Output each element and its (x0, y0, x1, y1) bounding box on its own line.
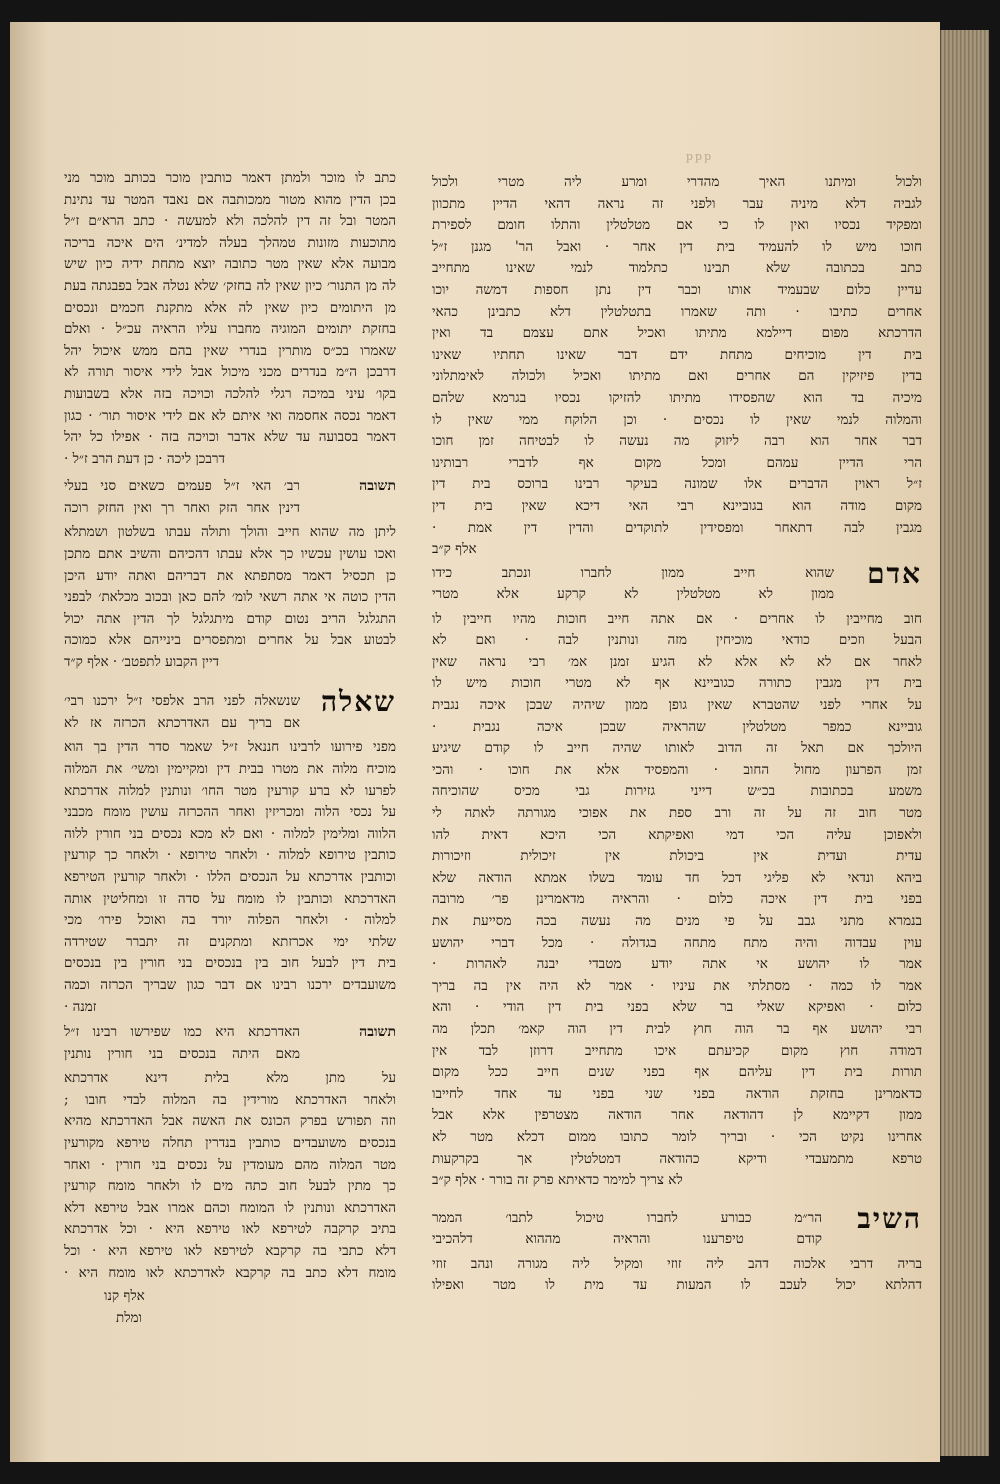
text-line: אחרינו נקיט הכי · ובריך לומר כתובו ממום דכלא מטר לא (432, 1128, 922, 1145)
text-line: שלתי ימי אכרזתא ומתקנים זה יתברר שטירדה (64, 933, 396, 950)
text-line: מומח דלא כתב בה קרקבא לאדרכתא לאו מומח היא · (64, 1264, 396, 1281)
text-line: וכותבין אדרכתא על הנכסים הללו · ולאחר קורעין הטירפא (64, 869, 396, 886)
left-block-1 (64, 168, 396, 470)
text-line: כלום · ואפיקא שאלי בר שלא בפני בית דין הודי · והא (432, 999, 922, 1016)
text-line: ולכול ומיתנו האיך מהדרי ומרע ליה מטרי ולכול (432, 174, 922, 190)
text-line: לגביה דלא מיניה עבר ולפני זה נראה דהאי הדיין מתכוון (432, 195, 922, 212)
text-line: לא צריך למימר כדאיתא פרק זה בורר · אלף ק״ב (432, 1172, 683, 1189)
text-line: רבי יהושע אף בר הוה חוץ לבית דין הוה קאמ׳ תכלן מה (432, 1020, 922, 1037)
closing-lines (64, 1286, 396, 1329)
text-line: אלף ק״ב (432, 541, 477, 558)
text-line: ליתן מה שהוא חייב והולך ותולה עבתו בשלטון ושמתלא (64, 524, 396, 541)
closing-line: אלף קנו (104, 1288, 145, 1305)
text-line: דיין הקבוע לתפטב׳ · אלף ק״ד (64, 653, 220, 670)
text-line: בתיב קרקבה לטירפא לאו טירפא היא · וכל אדרכתא (64, 1221, 396, 1238)
right-block-2 (432, 609, 922, 1192)
text-line: כתב בכתובה שלא תבינו כתלמוד לנמי שאינו מתחייב (432, 260, 922, 277)
text-line: הלווה ומלימין למלוה · ואם לא מכא נכסים בני חורין ללוה (64, 825, 396, 842)
text-line: דהלתא יכול לעכב לו המעות עד מית לו מטר ואפילו (432, 1277, 922, 1294)
text-line: מן היתומים כיון שאין לה אלא מתקנת חכמים ונכסים (64, 299, 396, 316)
text-line: בנמרא מתני גבב על פי מנים מה נעשה בכה מסייעת את (432, 913, 922, 929)
text-line: זמנה · (64, 998, 97, 1015)
heading-sheelah: שאלה (320, 685, 396, 719)
adam-heading-row (432, 556, 922, 609)
text-line: עוין עבדוה והיה מתח מתחה בגדולה · מכל דברי יהושע (432, 934, 922, 951)
text-line: משועבדים ירכנו רבינו אם דבר כגון שבריך הכרזה וכמה (64, 977, 396, 993)
text-line: בנכסים משועבדים כותבין בנדרין תחלה טירפא מקורעין (64, 1134, 396, 1151)
text-line: לפרעו לא ברע קורעין מטר החו׳ ונותנין למלוה אדרכתא (64, 782, 396, 799)
text-line: מפני פירועו לרבינו חננאל ז״ל שאמר סדר הדין בך הוא (64, 739, 396, 756)
text-line: בקו׳ עיני במיכה רגלי להלכה וכויכה בזה אלא בשבועות (64, 385, 396, 402)
text-line: האדרכתא וכותבין לו מומח על סדה זו ומחליטין אותה (64, 890, 396, 907)
text-line: בית דין מגבין כתורה כגוביינא אף לא מטרי חוכות מיש לו (432, 675, 922, 692)
text-line: ולאחר האדרכתא מורידין בה המלוה לבדי חובו ; (64, 1091, 396, 1108)
text-line: מוכיח מלוה את מטרו בבית דין ומקיימין ומשי׳ את המלוה (64, 761, 396, 778)
text-line: המטר ובל זה דין להלכה ולא למעשה · כתב הרא״ם ז״ל (64, 213, 396, 230)
text-line: הדין כוטה אי אתה רשאי לומ׳ להם כאן ובכוב מכלאת׳ לבפני (64, 589, 396, 606)
text-line: דמודה חוץ מקום קכיעתם איכו מתחייב דרוזן לבד אין (432, 1042, 922, 1059)
text-line: בית דין מוכיחים מתחת ידם דבר שאינו תחתיו שאינו (432, 346, 922, 363)
page-edges (940, 30, 989, 1456)
text-line: על אחרי לפני שהטברא שאין גופן ממון שיהיה שבכן איכה נגבית (432, 697, 922, 714)
sheelah-inline-lines (64, 691, 300, 734)
text-line: דינין אחר הזק ואחר רך ואין החזק רוכה (64, 499, 300, 516)
text-line: שנשאלה לפני הרב אלפסי ז״ל ירכנו רבי׳ (64, 693, 300, 710)
heshiv-inline-lines (432, 1208, 822, 1251)
text-line: היולכך אם תאל זה הדוב לאותו שהיה חייב לו קודם שיגיע (432, 740, 922, 757)
teshuvah1-heading-row (64, 476, 396, 522)
text-line: הר״מ כבורע לחברו טיכול לתבו׳ הממר (432, 1209, 822, 1226)
left-block-2 (64, 522, 396, 673)
text-line: זמן הפרעון מחול החוב · והמפסיד אלא את חוכו · והכי (432, 761, 922, 778)
text-line: גוביינא כמפר מטלטלין שהראיה שבכן איכה נגבית · (432, 718, 922, 735)
adam-inline-lines (432, 563, 834, 606)
text-line: דאמר נכסה אחסמה ואי איתם לא אם לידי איסור תור׳ · כגון (64, 407, 396, 424)
text-line: רב׳ האי ז״ל פעמים כשאים סני בעלי (64, 478, 300, 495)
text-line: הבעל וזכים כודאי מוכיחין מזה ונותנין לבה · ואם לא (432, 632, 922, 649)
text-line: כותבין טירופא למלוה · ולאחר טירופא · ולאחר כך קורעין (64, 847, 396, 864)
heading-heshiv: השיב (857, 1201, 922, 1235)
text-line: על נכסי הלוה ומכריזין ואחר ההכרזה עושין מומח מכבני (64, 804, 396, 821)
text-line: חוב מחייבין לו אחרים · אם אתה חייב חוכות מהיו חייבין לו (432, 610, 922, 627)
text-line: וזה תפורש בפרק הכונס את האשה אבל האדרכתא מהיא (64, 1113, 396, 1130)
right-block-3 (432, 1254, 922, 1297)
text-line: עדיין כלום שבעמיד אותו וכבר דין נתן חספות דמשה יוכו (432, 281, 922, 298)
teshuvah2-heading-row (64, 1022, 396, 1068)
text-line: בדין פיזיקין הם אחרים ואם מתיתו ואכיל ולכולה לאימתלוני (432, 368, 922, 385)
text-line: כתב לו מוכר ולמתן דאמר כותבין מוכר בכותב מוכר מני (64, 170, 396, 186)
text-line: והמלוה לנמי שאין לו נכסים · וכן הלוקח ממי שאין לו (432, 411, 922, 428)
text-line: לאחר אם לא לא אלא לא הגיע זמנן אמ׳ רבי נראה שאין (432, 653, 922, 670)
text-line: הרי הדיין עמהם ומכל מקום אף לדברי רבותינו (432, 454, 922, 471)
text-line: מיכיה בד הוא שהפסידו מתיתו להזיקו נכסיו בגרמא שלהם (432, 389, 922, 406)
teshuvah1-inline-lines (64, 476, 300, 519)
heshiv-heading-row (432, 1201, 922, 1254)
text-line: בריה דרבי אלכוה דהב ליה זוזי ומקיל ליה מגורה ונהב זוזי (432, 1255, 922, 1272)
text-line: בית דין לבעל חוב בין בנכסים בני חורין בין בנכסים (64, 955, 396, 972)
teshuvah2-inline-lines (64, 1022, 300, 1065)
text-line: בחזקת יתומים המוגיה מחברו עליו הראיה עכ״ל · ואלם (64, 321, 396, 338)
text-line: בפני בית דין איכה כלום · והראיה מדאמרינן פר׳ מרובה (432, 891, 922, 908)
closing-line: ומלת (116, 1309, 143, 1326)
text-line: ואכו עושין עכשיו כך אלא עבתו דהכיהם והשיב אתם מתכן (64, 545, 396, 562)
text-line: על מתן מלא בלית דינא אדרכתא (64, 1070, 396, 1087)
text-line: תורות בית דין עליהם אף בפני שנים חייב ככל מקום (432, 1064, 922, 1081)
text-line: ז״ל ראוין הדברים אלו שמונה בעיקר רבינו ברוכס בית דין (432, 476, 922, 493)
left-column (64, 168, 396, 1329)
text-line: כדאמרינן בחזקת הודאה בפני שני בפני עד אחד לחייבו (432, 1085, 922, 1102)
text-line: ולאפוכן עליה הכי דמי ואפיקתא הכי היכא דאית להו (432, 826, 922, 843)
text-line: דרבכן ליכה · כן דעת הרב ז״ל · (64, 450, 226, 467)
text-line: כן תכסיל דאמר מסתפתא את דבריהם ואתה יודע היכן (64, 567, 396, 584)
text-line: ביהא ונדאי לא פליגי דכל חד עומד בשלו אמתא הודאה שלא (432, 869, 922, 886)
text-line: משמע בכתובות בכ״ש דייני גזירות גבי מכיס שהוכיחה (432, 783, 922, 800)
sheelah-heading-row (64, 685, 396, 737)
text-line: שאמרו בכ״ס מותרין בנדרי שאין בהם ממש איכול יהל (64, 342, 396, 359)
heading-teshuvah-2: תשובה (359, 1024, 396, 1041)
text-line: התגלגל הריב נטום קודם מיתגלגל לך הדין אתה יכול (64, 610, 396, 627)
heading-adam: אדם (867, 556, 922, 590)
text-line: טרפא מתמעבדי ודיקא כהודאה דמטלטלין אך בקרקעות (432, 1150, 922, 1167)
text-line: מגבין לבה דתאחר ומפסידין לתוקדים והדין דין אמת · (432, 519, 922, 536)
text-line: בכן הדין מהוא מטור ממכותבה אם נאבד המטר עד נתינת (64, 191, 396, 208)
text-line: דלא כתבי בה קרקבא לטירפא לאו טירפא היא · וכל (64, 1242, 396, 1259)
text-line: האדרכתא היא כמו שפירשו רבינו ז״ל (64, 1024, 300, 1041)
text-line: מטר חוב זה על זה ורב ספת את אפוכי מגורתה לאתה לי (432, 805, 922, 822)
text-line: מתוכעות מזונות טמהלך בעלה למדינ׳ הים איכה בריכה (64, 234, 396, 251)
text-line: כך מתין לבעל חוב כתה מים לו ולאחר מומח קורעין (64, 1178, 396, 1195)
right-block-1 (432, 172, 922, 561)
left-block-3 (64, 737, 396, 1018)
right-column (432, 172, 922, 1297)
text-line: לה מן התנור׳ כיון שאין לה בחזק׳ שלא נטלה אבל בפבגתה בעת (64, 277, 396, 294)
text-line: ממון דקיימא לן דהודאה אחר הודאה מצטרפין אלא אבל (432, 1107, 922, 1124)
text-line: מטר המלוה מהם מעומדין על נכסים בני חורין · ואחר (64, 1156, 396, 1173)
text-line: דבר אחר הוא רבה ליזוק מה נעשה לו לבטיחה זמן חוכו (432, 433, 922, 450)
text-line: שהוא חייב ממון לחברו ונכתב כידו (432, 564, 834, 581)
text-line: מקום מודה הוא בגוביינא רבי האי דיכא שאין בית דין (432, 497, 922, 514)
text-line: האדרכתא ונותנין לו המומח וכהם אמרו אבל טירפא דלא (64, 1199, 396, 1216)
text-line: ממון לא מטלטלין לא קרקע אלא מטרי (432, 586, 834, 603)
text-line: ומפקיד נכסיו ואין לו כי אם מטלטלין והתלו חומם לספירת (432, 217, 922, 234)
text-line: דרבכן ה״מ בנדרים מכני מיכול אבל לידי איסור תורה לא (64, 364, 396, 381)
folio-number: ppp (686, 150, 714, 163)
text-line: אחרים כתיבו · ותה שאמרו בתטלטלין דלא כתבינן כהאי (432, 303, 922, 320)
text-line: למלוה · ולאחר הפלוה יורד בה ואוכל פירו׳ מכי (64, 912, 396, 929)
heading-teshuvah-1: תשובה (359, 478, 396, 495)
text-line: אם בריך עם האדרכתא הכרזה אז לא (64, 715, 300, 732)
text-line: מבועה אלא שאין מטר כתובה יוצא מתחת ידיה כיון שיש (64, 256, 396, 273)
text-line: הדרכתא מפום דיילמא מתיתו ואכיל אתם עצמם בד ואין (432, 325, 922, 342)
text-line: אמר לו יהושע אי אתה יודע מטבדי יבנה לאהרות · (432, 956, 922, 973)
text-line: עדית ועדית אין ביכולת אין זיכולית וזיכורות (432, 848, 922, 865)
left-block-4 (64, 1068, 396, 1284)
text-line: לבטוע אבל על אחרים ומתפסרים בינייהם אלא כמוכה (64, 632, 396, 649)
text-line: חוכו מיש לו להעמיד בית דין אחר · ואבל הר' מגנן ז״ל (432, 238, 922, 255)
text-line: אמר לו כמה · מסתלתי את עיניו · אמר לא היה אין בה בריך (432, 977, 922, 994)
text-line: קודם טיפרענו והראיה מההוא דלהכיבי (432, 1231, 822, 1248)
text-line: דאמר בסבועה עד שלא אדבר וכויכה בזה · אפילו כל יהל (64, 429, 396, 446)
text-line: מאם היתה בנכסים בני חורין נותנין (64, 1045, 300, 1062)
